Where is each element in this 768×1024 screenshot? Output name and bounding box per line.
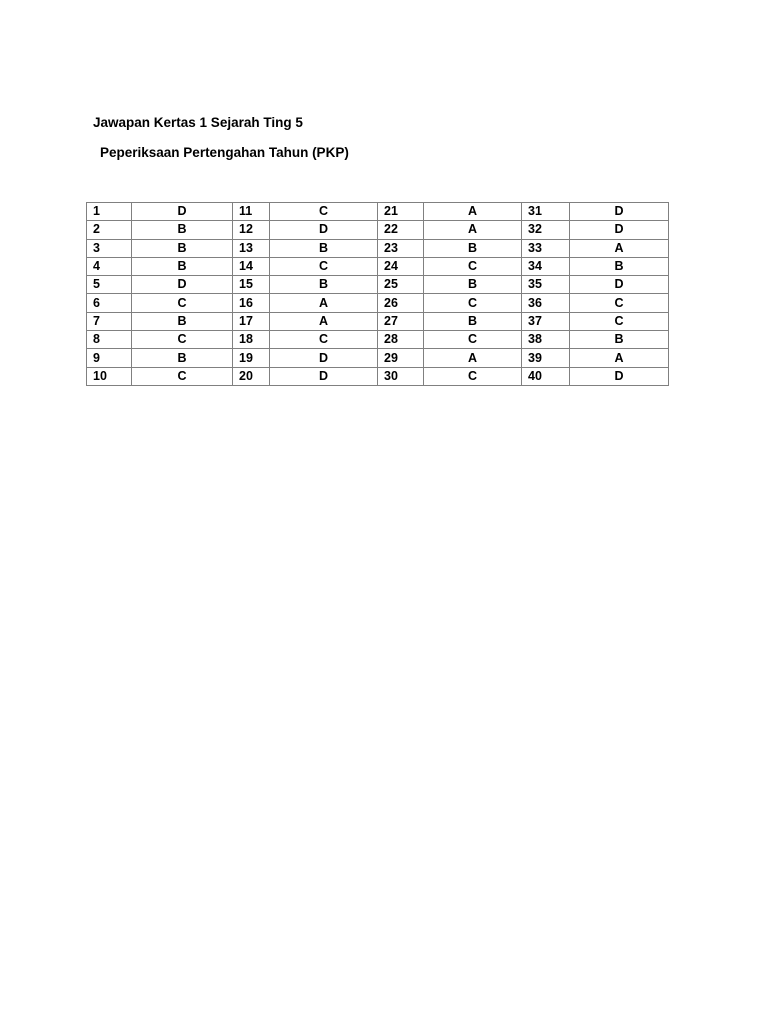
answer-cell: C <box>570 294 669 312</box>
answer-cell: B <box>270 239 378 257</box>
question-number-cell: 18 <box>233 331 270 349</box>
answer-cell: C <box>424 294 522 312</box>
question-number-cell: 26 <box>378 294 424 312</box>
table-row <box>87 294 669 312</box>
answer-cell: B <box>424 312 522 330</box>
answer-cell: A <box>424 349 522 367</box>
question-number-cell: 39 <box>522 349 570 367</box>
question-number-cell: 3 <box>87 239 132 257</box>
answer-cell: A <box>424 203 522 221</box>
question-number-cell: 32 <box>522 221 570 239</box>
question-number-cell: 21 <box>378 203 424 221</box>
answer-cell: B <box>424 276 522 294</box>
answer-cell: C <box>424 367 522 385</box>
question-number-cell: 16 <box>233 294 270 312</box>
answer-cell: D <box>570 221 669 239</box>
answer-cell: A <box>270 294 378 312</box>
answer-cell: B <box>270 276 378 294</box>
document-title: Jawapan Kertas 1 Sejarah Ting 5 <box>93 115 303 130</box>
question-number-cell: 29 <box>378 349 424 367</box>
question-number-cell: 35 <box>522 276 570 294</box>
answer-cell: B <box>570 331 669 349</box>
question-number-cell: 34 <box>522 257 570 275</box>
question-number-cell: 10 <box>87 367 132 385</box>
table-row <box>87 331 669 349</box>
question-number-cell: 33 <box>522 239 570 257</box>
question-number-cell: 13 <box>233 239 270 257</box>
answer-key-table <box>86 202 669 386</box>
table-row <box>87 221 669 239</box>
question-number-cell: 11 <box>233 203 270 221</box>
table-row <box>87 349 669 367</box>
question-number-cell: 7 <box>87 312 132 330</box>
answer-cell: D <box>270 367 378 385</box>
question-number-cell: 24 <box>378 257 424 275</box>
table-row <box>87 276 669 294</box>
table-row <box>87 257 669 275</box>
question-number-cell: 17 <box>233 312 270 330</box>
question-number-cell: 1 <box>87 203 132 221</box>
question-number-cell: 2 <box>87 221 132 239</box>
answer-cell: C <box>132 331 233 349</box>
question-number-cell: 12 <box>233 221 270 239</box>
table-row <box>87 367 669 385</box>
answer-cell: A <box>570 239 669 257</box>
answer-cell: C <box>424 331 522 349</box>
question-number-cell: 20 <box>233 367 270 385</box>
question-number-cell: 6 <box>87 294 132 312</box>
answer-cell: D <box>570 203 669 221</box>
question-number-cell: 5 <box>87 276 132 294</box>
answer-cell: D <box>270 221 378 239</box>
table-row <box>87 312 669 330</box>
question-number-cell: 40 <box>522 367 570 385</box>
question-number-cell: 23 <box>378 239 424 257</box>
answer-cell: A <box>570 349 669 367</box>
answer-cell: A <box>270 312 378 330</box>
document-subtitle: Peperiksaan Pertengahan Tahun (PKP) <box>100 145 349 160</box>
answer-cell: A <box>424 221 522 239</box>
question-number-cell: 9 <box>87 349 132 367</box>
question-number-cell: 25 <box>378 276 424 294</box>
answer-cell: B <box>132 221 233 239</box>
question-number-cell: 27 <box>378 312 424 330</box>
answer-cell: B <box>132 349 233 367</box>
answer-cell: B <box>570 257 669 275</box>
question-number-cell: 14 <box>233 257 270 275</box>
question-number-cell: 38 <box>522 331 570 349</box>
question-number-cell: 15 <box>233 276 270 294</box>
answer-cell: C <box>132 294 233 312</box>
question-number-cell: 30 <box>378 367 424 385</box>
answer-cell: D <box>570 276 669 294</box>
answer-cell: B <box>132 257 233 275</box>
question-number-cell: 31 <box>522 203 570 221</box>
question-number-cell: 36 <box>522 294 570 312</box>
answer-cell: C <box>270 331 378 349</box>
question-number-cell: 22 <box>378 221 424 239</box>
answer-table-body <box>87 203 669 386</box>
question-number-cell: 8 <box>87 331 132 349</box>
answer-cell: B <box>424 239 522 257</box>
answer-cell: C <box>132 367 233 385</box>
answer-cell: D <box>132 203 233 221</box>
question-number-cell: 37 <box>522 312 570 330</box>
question-number-cell: 4 <box>87 257 132 275</box>
answer-cell: C <box>424 257 522 275</box>
answer-cell: B <box>132 239 233 257</box>
answer-cell: C <box>270 257 378 275</box>
question-number-cell: 28 <box>378 331 424 349</box>
answer-cell: D <box>132 276 233 294</box>
answer-cell: D <box>570 367 669 385</box>
answer-cell: C <box>570 312 669 330</box>
table-row <box>87 239 669 257</box>
answer-cell: C <box>270 203 378 221</box>
question-number-cell: 19 <box>233 349 270 367</box>
answer-cell: B <box>132 312 233 330</box>
answer-cell: D <box>270 349 378 367</box>
table-row <box>87 203 669 221</box>
